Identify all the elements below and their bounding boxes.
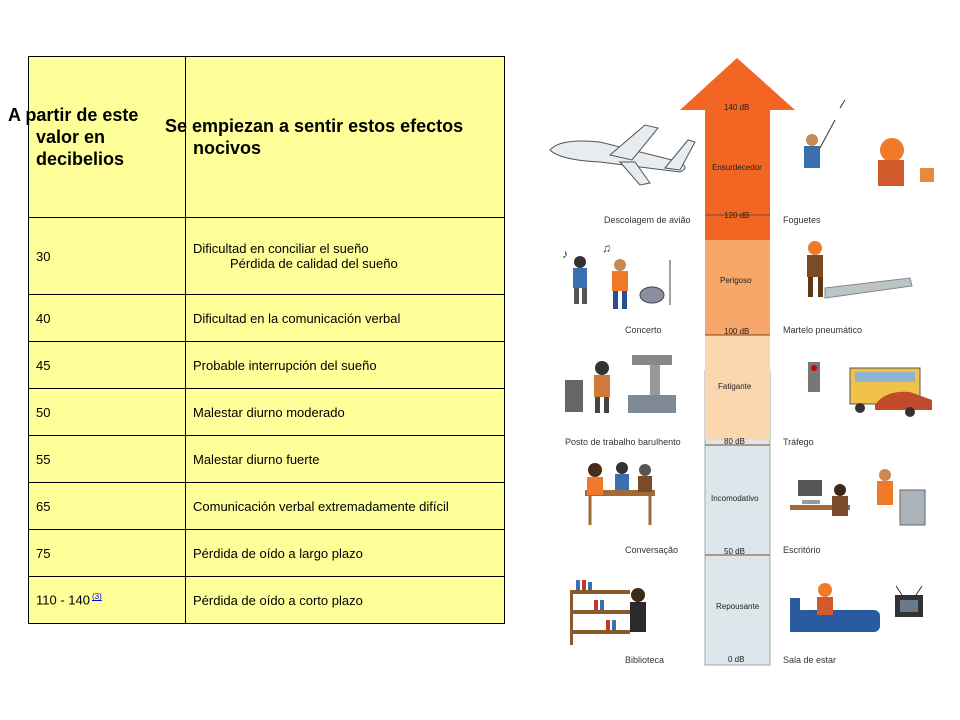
effect-text: Malestar diurno moderado [186,389,505,436]
scale-mark-0: 0 dB [728,655,745,664]
effect-text: Malestar diurno fuerte [186,436,505,483]
table-row [29,436,505,483]
library-icon [570,580,646,645]
caption-jackhammer: Martelo pneumático [783,325,863,335]
effect-cell [186,218,505,295]
table-row [29,342,505,389]
header-decibel-threshold: A partir de este valor en decibelios [29,57,186,218]
table-header-row [29,57,505,218]
caption-conversation: Conversação [625,545,679,555]
effect-text: Dificultad en la comunicación verbal [186,295,505,342]
decibel-value: 55 [29,436,186,483]
scale-mark-100: 100 dB [724,327,750,336]
scale-mark-120: 120 dB [724,211,750,220]
office-icon [790,469,925,525]
table-row [29,295,505,342]
decibel-value: 50 [29,389,186,436]
decibel-value: 45 [29,342,186,389]
table-row [29,530,505,577]
traffic-icon [808,362,932,417]
effect-text: Probable interrupción del sueño [186,342,505,389]
scale-drawing [540,50,960,670]
living-room-icon [790,583,923,632]
zone-label: Repousante [716,602,760,611]
decibel-value: 30 [29,218,186,295]
table-row [29,218,505,295]
caption-workplace: Posto de trabalho barulhento [565,437,681,447]
decibel-value: 40 [29,295,186,342]
effect-text: Pérdida de oído a largo plazo [186,530,505,577]
svg-text:♪: ♪ [562,247,568,261]
caption-airplane: Descolagem de avião [604,215,691,225]
decibel-value-cell [29,577,186,624]
airplane-icon [550,125,695,185]
table-row [29,389,505,436]
jackhammer-icon [807,241,912,298]
decibel-value: 75 [29,530,186,577]
musicians-icon [562,241,670,309]
caption-fireworks: Foguetes [783,215,821,225]
effect-text: Dificultad en conciliar el sueño [193,241,369,256]
caption-office: Escritório [783,545,821,555]
decibel-value: 65 [29,483,186,530]
table-row [29,483,505,530]
decibel-value: 110 - 140 [36,592,90,608]
table-row [29,577,505,624]
workshop-machine-icon [565,355,676,413]
fireworks-icon [804,100,934,186]
scale-mark-80: 80 dB [724,437,745,446]
caption-living-room: Sala de estar [783,655,837,665]
header-harmful-effects: Se empiezan a sentir estos efectos nocivos [186,57,505,218]
zone-label: Fatigante [718,382,752,391]
effect-text: Comunicación verbal extremadamente difícil [186,483,505,530]
effect-text: Pérdida de oído a corto plazo [186,577,505,624]
conversation-icon [585,462,655,525]
zone-label: Perigoso [720,276,752,285]
noise-effects-table [8,56,505,624]
effect-text-secondary: Pérdida de calidad del sueño [230,256,398,271]
scale-mark-140: 140 dB [724,103,750,112]
caption-traffic: Tráfego [783,437,814,447]
svg-text:♫: ♫ [602,241,611,255]
footnote-link[interactable]: (3) [91,592,102,602]
zone-label: Ensurdecedor [712,163,762,172]
caption-concert: Concerto [625,325,662,335]
caption-library: Biblioteca [625,655,665,665]
scale-mark-50: 50 dB [724,547,745,556]
zone-label: Incomodativo [711,494,759,503]
noise-scale-illustration [540,50,960,670]
